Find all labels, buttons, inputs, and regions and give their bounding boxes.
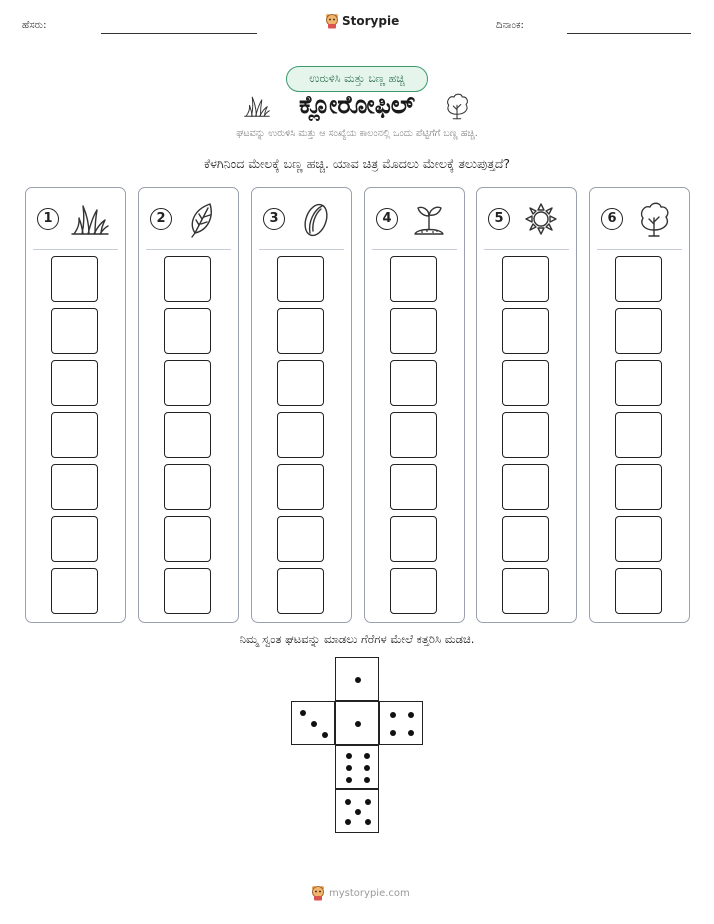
dice-pip xyxy=(365,799,371,805)
dice-pip xyxy=(408,712,414,718)
dice-face xyxy=(335,789,379,833)
dice-face xyxy=(335,657,379,701)
footer xyxy=(311,885,410,901)
color-box[interactable] xyxy=(615,412,662,458)
color-box[interactable] xyxy=(502,256,549,302)
dice-pip xyxy=(322,732,328,738)
dice-pips xyxy=(292,702,336,746)
leaf-icon xyxy=(183,200,223,238)
brand-name: Storypie xyxy=(342,14,400,28)
color-box[interactable] xyxy=(390,516,437,562)
dice-pip xyxy=(355,721,361,727)
color-box[interactable] xyxy=(51,464,98,510)
color-box[interactable] xyxy=(164,464,211,510)
dice-pips xyxy=(336,790,380,834)
dice-pip xyxy=(300,710,306,716)
dice-pip xyxy=(408,730,414,736)
dice-face xyxy=(291,701,335,745)
dice-pips xyxy=(336,658,380,702)
name-line xyxy=(101,33,257,34)
color-box[interactable] xyxy=(390,360,437,406)
color-box[interactable] xyxy=(277,568,324,614)
color-box[interactable] xyxy=(277,464,324,510)
dice-pip xyxy=(390,712,396,718)
column-divider xyxy=(484,249,569,250)
column-divider xyxy=(372,249,457,250)
color-box[interactable] xyxy=(277,360,324,406)
dice-pip xyxy=(390,730,396,736)
sun-icon xyxy=(521,200,561,238)
dice-pips xyxy=(380,702,424,746)
color-box[interactable] xyxy=(502,568,549,614)
dice-pip xyxy=(346,753,352,759)
color-box[interactable] xyxy=(502,360,549,406)
dice-pip xyxy=(355,809,361,815)
column-number: 6 xyxy=(601,208,623,230)
column-4 xyxy=(364,187,465,623)
column-number: 4 xyxy=(376,208,398,230)
color-box[interactable] xyxy=(51,308,98,354)
column-number: 2 xyxy=(150,208,172,230)
column-6 xyxy=(589,187,690,623)
dice-pip xyxy=(345,799,351,805)
dice-pips xyxy=(336,702,380,746)
color-box[interactable] xyxy=(615,360,662,406)
color-box[interactable] xyxy=(502,412,549,458)
color-box[interactable] xyxy=(164,308,211,354)
column-divider xyxy=(33,249,118,250)
dice-pip xyxy=(365,819,371,825)
color-box[interactable] xyxy=(390,412,437,458)
footer-site: mystorypie.com xyxy=(329,887,410,899)
color-box[interactable] xyxy=(390,308,437,354)
question-text: ಕೆಳಗಿನಿಂದ ಮೇಲಕ್ಕೆ ಬಣ್ಣ ಹಚ್ಚಿ. ಯಾವ ಚಿತ್ರ ಮೊದಲು ಮೇಲಕ್ಕೆ ತಲುಪುತ್ತದೆ? xyxy=(203,156,511,171)
column-number: 5 xyxy=(488,208,510,230)
seed-icon xyxy=(296,200,336,238)
tree-icon xyxy=(634,200,674,238)
dice-pip xyxy=(345,819,351,825)
color-box[interactable] xyxy=(51,568,98,614)
color-box[interactable] xyxy=(502,464,549,510)
dice-face xyxy=(335,701,379,745)
dice-pip xyxy=(346,765,352,771)
column-1 xyxy=(25,187,126,623)
storypie-mascot-icon xyxy=(325,13,339,29)
name-label: ಹೆಸರು: xyxy=(22,20,47,31)
color-box[interactable] xyxy=(390,568,437,614)
color-box[interactable] xyxy=(164,516,211,562)
column-divider xyxy=(259,249,344,250)
dice-pip xyxy=(355,677,361,683)
color-box[interactable] xyxy=(615,256,662,302)
color-box[interactable] xyxy=(277,516,324,562)
column-header xyxy=(598,200,684,238)
color-box[interactable] xyxy=(164,360,211,406)
color-box[interactable] xyxy=(615,464,662,510)
color-box[interactable] xyxy=(502,516,549,562)
date-line xyxy=(567,33,691,34)
color-box[interactable] xyxy=(51,412,98,458)
color-box[interactable] xyxy=(51,360,98,406)
dice-pip xyxy=(364,777,370,783)
activity-pill: ಉರುಳಿಸಿ ಮತ್ತು ಬಣ್ಣ ಹಚ್ಚಿ xyxy=(286,66,428,92)
dice-pip xyxy=(311,721,317,727)
instruction-subtitle: ಘಟವನ್ನು ಉರುಳಿಸಿ ಮತ್ತು ಆ ಸಂಖ್ಯೆಯ ಕಾಲಂನಲ್ಲಿ ಒಂದು ಪೆಟ್ಟಿಗೆಗೆ ಬಣ್ಣ ಹಚ್ಚಿ. xyxy=(236,128,478,139)
column-5 xyxy=(476,187,577,623)
color-box[interactable] xyxy=(164,412,211,458)
column-header xyxy=(260,200,346,238)
brand-logo xyxy=(325,13,399,29)
dice-face xyxy=(335,745,379,789)
dice-pips xyxy=(336,746,380,790)
grass-icon xyxy=(70,200,110,238)
column-header xyxy=(147,200,233,238)
dice-pip xyxy=(346,777,352,783)
tree-icon xyxy=(442,91,472,121)
grass-icon xyxy=(241,93,273,119)
color-box[interactable] xyxy=(615,308,662,354)
column-number: 1 xyxy=(37,208,59,230)
storypie-mascot-icon xyxy=(311,885,325,901)
date-label: ದಿನಾಂಕ: xyxy=(496,20,524,31)
color-box[interactable] xyxy=(51,516,98,562)
color-box[interactable] xyxy=(615,568,662,614)
color-box[interactable] xyxy=(164,568,211,614)
dice-pip xyxy=(364,765,370,771)
column-header xyxy=(373,200,459,238)
color-box[interactable] xyxy=(615,516,662,562)
color-box[interactable] xyxy=(51,256,98,302)
column-number: 3 xyxy=(263,208,285,230)
dice-instruction: ನಿಮ್ಮ ಸ್ವಂತ ಘಟವನ್ನು ಮಾಡಲು ಗೆರೆಗಳ ಮೇಲೆ ಕತ್ತರಿಸಿ ಮಡಚಿ. xyxy=(239,632,475,646)
column-divider xyxy=(597,249,682,250)
color-box[interactable] xyxy=(164,256,211,302)
color-box[interactable] xyxy=(277,308,324,354)
color-box[interactable] xyxy=(390,464,437,510)
color-box[interactable] xyxy=(390,256,437,302)
dice-face xyxy=(379,701,423,745)
color-box[interactable] xyxy=(277,256,324,302)
dice-pip xyxy=(364,753,370,759)
sprout-icon xyxy=(409,200,449,238)
page-title: ಕ್ಲೋರೋಫಿಲ್ xyxy=(298,90,416,119)
column-3 xyxy=(251,187,352,623)
color-box[interactable] xyxy=(502,308,549,354)
column-header xyxy=(485,200,571,238)
color-box[interactable] xyxy=(277,412,324,458)
column-2 xyxy=(138,187,239,623)
column-header xyxy=(34,200,120,238)
column-divider xyxy=(146,249,231,250)
